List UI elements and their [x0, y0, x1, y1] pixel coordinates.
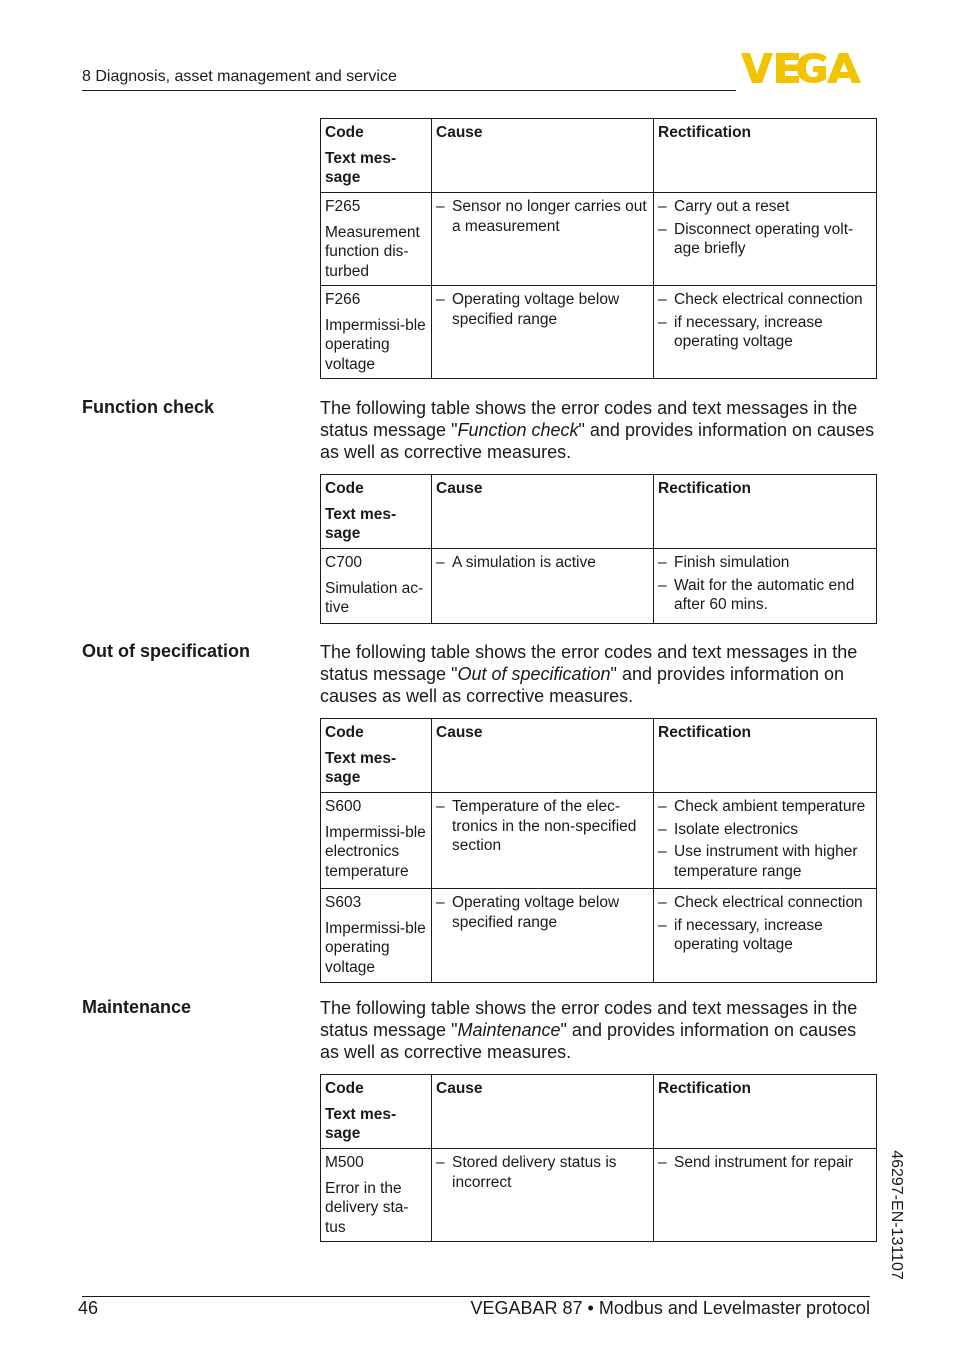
error-code-table — [320, 1074, 877, 1242]
intro-status-name: Function check — [457, 420, 579, 440]
cause-item: – Temperature of the elec-tronics in the non-specified section — [436, 797, 649, 856]
rectification-item: – Send instrument for repair — [658, 1153, 872, 1173]
error-code: F266 — [325, 291, 361, 308]
cause-item: – A simulation is active — [436, 553, 649, 573]
rectification-cell — [654, 549, 877, 624]
code-cell — [321, 1149, 432, 1242]
table-row — [321, 286, 877, 379]
rectification-item: – Use instrument with higher temperature range — [658, 842, 872, 881]
error-message: Impermissi-ble operating voltage — [325, 919, 426, 976]
page-number: 46 — [78, 1298, 99, 1318]
section-title: Function check — [82, 397, 215, 417]
rectification-list — [658, 1153, 872, 1173]
intro-text: The following table shows the error codes and text messages in the status message " — [320, 398, 858, 440]
error-code: F265 — [325, 198, 361, 215]
intro-text: The following table shows the error codes and text messages in the status message " — [320, 998, 858, 1040]
intro-text: The following table shows the error codes and text messages in the status message " — [320, 642, 858, 684]
table-header-row — [321, 719, 877, 793]
intro-text: " and provides information on causes as well as corrective measures. — [320, 1020, 857, 1062]
error-message: Simulation ac-tive — [325, 579, 424, 616]
intro-status-name: Out of specification — [457, 664, 611, 684]
error-code: M500 — [325, 1154, 364, 1171]
section-title: Maintenance — [82, 997, 192, 1017]
vega-logo — [741, 52, 873, 84]
header-code: Code — [325, 480, 364, 497]
rectification-item: – Check ambient temperature — [658, 797, 872, 817]
intro-text: " and provides information on causes as well as corrective measures. — [320, 420, 875, 462]
header-rectification: Rectification — [654, 119, 877, 193]
code-cell — [321, 549, 432, 624]
header-code-cell — [321, 119, 432, 193]
header-rectification: Rectification — [654, 719, 877, 793]
cause-list — [436, 797, 649, 856]
rectification-list — [658, 290, 872, 352]
table-header-row — [321, 1075, 877, 1149]
rectification-item: – Wait for the automatic end after 60 mins. — [658, 576, 872, 615]
cause-list — [436, 1153, 649, 1192]
cause-cell — [432, 193, 654, 286]
cause-list — [436, 197, 649, 236]
cause-item: – Operating voltage below specified range — [436, 290, 649, 329]
error-message: Impermissi-ble electronics temperature — [325, 823, 426, 880]
table-row — [321, 1149, 877, 1242]
header-cause: Cause — [432, 719, 654, 793]
header-code: Code — [325, 1080, 364, 1097]
rectification-cell — [654, 286, 877, 379]
rectification-item: – Finish simulation — [658, 553, 872, 573]
header-rectification: Rectification — [654, 1075, 877, 1149]
error-message: Measurement function dis-turbed — [325, 223, 420, 280]
section-intro — [320, 397, 876, 463]
rectification-item: – Check electrical connection — [658, 893, 872, 913]
section-title: Out of specification — [82, 641, 251, 661]
header-text-message: Text mes- sage — [325, 1105, 397, 1142]
rectification-item: – Disconnect operating volt-age briefly — [658, 220, 872, 259]
cause-item: – Operating voltage below specified range — [436, 893, 649, 932]
rectification-cell — [654, 1149, 877, 1242]
header-text-message: Text mes- sage — [325, 505, 397, 542]
running-header: 8 Diagnosis, asset management and service — [82, 68, 397, 85]
footer-product-title: VEGABAR 87 • Modbus and Levelmaster protocol — [470, 1298, 870, 1318]
header-code: Code — [325, 724, 364, 741]
rectification-list — [658, 553, 872, 615]
header-text-message: Text mes- sage — [325, 149, 397, 186]
header-code-cell — [321, 1075, 432, 1149]
cause-cell — [432, 549, 654, 624]
cause-cell — [432, 1149, 654, 1242]
rectification-list — [658, 893, 872, 955]
error-message: Impermissi-ble operating voltage — [325, 316, 426, 373]
header-code-cell — [321, 719, 432, 793]
section-intro — [320, 641, 876, 707]
section-intro — [320, 997, 876, 1063]
header-rule — [82, 90, 736, 91]
cause-item: – Sensor no longer carries out a measurement — [436, 197, 649, 236]
table-row — [321, 889, 877, 983]
rectification-list — [658, 797, 872, 881]
header-rectification: Rectification — [654, 475, 877, 549]
rectification-item: – if necessary, increase operating voltage — [658, 916, 872, 955]
header-text-message: Text mes- sage — [325, 749, 397, 786]
cause-list — [436, 553, 649, 573]
code-cell — [321, 793, 432, 889]
intro-status-name: Maintenance — [457, 1020, 561, 1040]
code-cell — [321, 889, 432, 983]
error-code-table — [320, 718, 877, 983]
error-code-table — [320, 118, 877, 379]
cause-list — [436, 290, 649, 329]
document-id: 46297-EN-131107 — [888, 1150, 905, 1280]
error-message: Error in the delivery sta-tus — [325, 1179, 409, 1236]
table-row — [321, 549, 877, 624]
rectification-item: – if necessary, increase operating voltage — [658, 313, 872, 352]
table-header-row — [321, 475, 877, 549]
rectification-item: – Isolate electronics — [658, 820, 872, 840]
rectification-cell — [654, 889, 877, 983]
header-cause: Cause — [432, 475, 654, 549]
cause-cell — [432, 286, 654, 379]
cause-list — [436, 893, 649, 932]
table-row — [321, 193, 877, 286]
cause-cell — [432, 889, 654, 983]
rectification-item: – Carry out a reset — [658, 197, 872, 217]
rectification-item: – Check electrical connection — [658, 290, 872, 310]
rectification-cell — [654, 793, 877, 889]
error-code-table — [320, 474, 877, 624]
code-cell — [321, 193, 432, 286]
intro-text: " and provides information on causes as well as corrective measures. — [320, 664, 845, 706]
error-code: C700 — [325, 554, 363, 571]
rectification-list — [658, 197, 872, 259]
cause-item: – Stored delivery status is incorrect — [436, 1153, 649, 1192]
cause-cell — [432, 793, 654, 889]
rectification-cell — [654, 193, 877, 286]
code-cell — [321, 286, 432, 379]
header-cause: Cause — [432, 1075, 654, 1149]
footer-rule — [82, 1296, 870, 1297]
header-cause: Cause — [432, 119, 654, 193]
table-row — [321, 793, 877, 889]
header-code: Code — [325, 124, 364, 141]
header-code-cell — [321, 475, 432, 549]
error-code: S603 — [325, 894, 362, 911]
table-header-row — [321, 119, 877, 193]
error-code: S600 — [325, 798, 362, 815]
